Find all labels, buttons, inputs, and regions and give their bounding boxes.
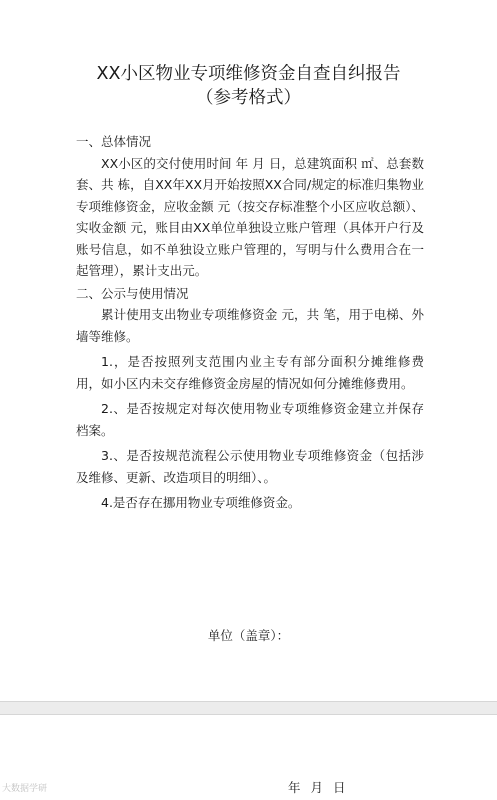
document-title: XX小区物业专项维修资金自查自纠报告 [96, 64, 401, 84]
document-page-2 [0, 714, 497, 800]
section-heading-usage: 二、公示与使用情况 [76, 285, 189, 301]
paragraph-item-1: 1.，是否按照列支范围内业主专有部分面积分摊维修费用，如小区内未交存维修资金房屋的情况如何分摊维修费用。 [76, 354, 424, 391]
date-line: 年 月 日 [288, 780, 346, 795]
paragraph-usage-summary: 累计使用支出物业专项维修资金 元，共 笔，用于电梯、外墙等维修。 [76, 307, 424, 344]
paragraph-item-4: 4.是否存在挪用物业专项维修资金。 [101, 495, 301, 510]
paragraph-overview: XX小区的交付使用时间 年 月 日，总建筑面积 ㎡、总套数 套、共 栋，自XX年XX月开始按照XX合同/规定的标准归集物业专项维修资金，应收金额 元（按交存标准整个小区应收总额）、实收金额 元，账目由XX单位单独设立账户管理（具体开户行及账号信息，如不单独设立账户管理的，写明与什么费用合在一起管理），累计支出元。 [76, 155, 424, 278]
paragraph-item-2: 2.、是否按规定对每次使用物业专项维修资金建立并保存档案。 [76, 401, 424, 438]
paragraph-item-3: 3.、是否按规范流程公示使用物业专项维修资金（包括涉及维修、更新、改造项目的明细）、。 [76, 448, 424, 485]
watermark-text: 大数据学研 [2, 784, 48, 794]
document-subtitle: （参考格式） [196, 88, 301, 108]
section-heading-overview: 一、总体情况 [76, 134, 152, 149]
document-body [76, 131, 424, 514]
signature-label: 单位（盖章）： [207, 628, 290, 643]
